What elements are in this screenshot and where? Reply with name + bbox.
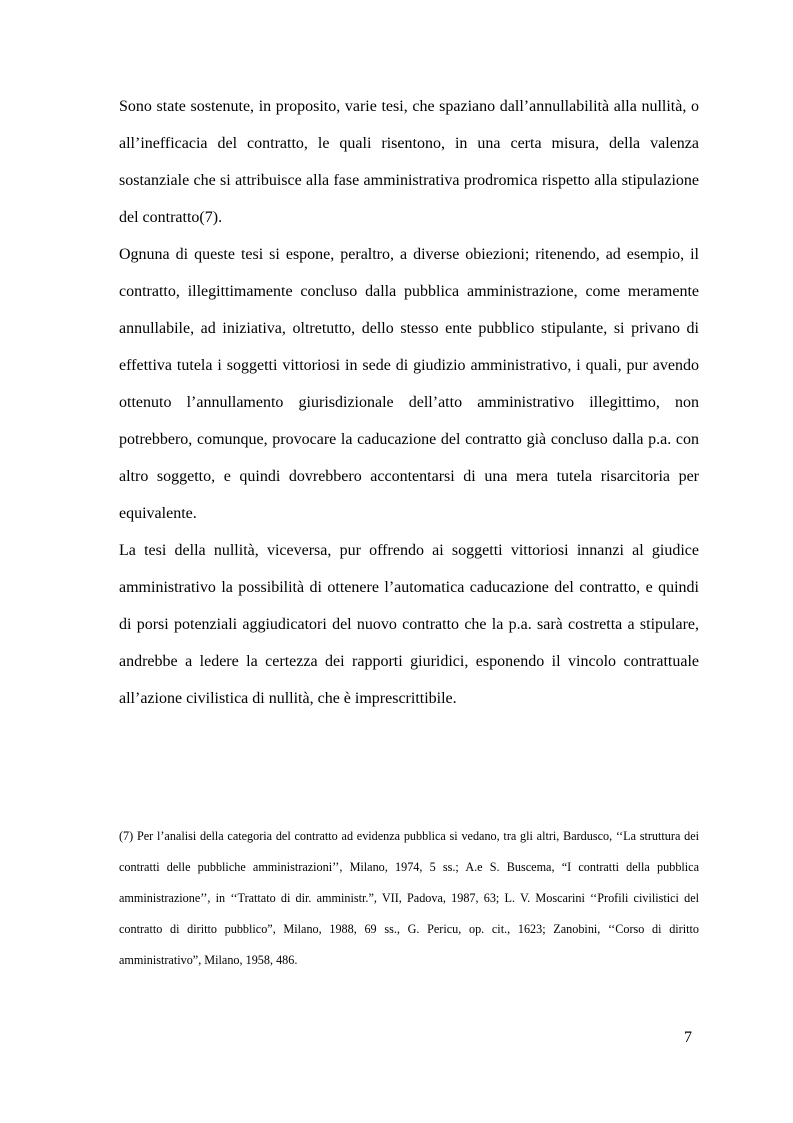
paragraph-2: Ognuna di queste tesi si espone, peraltro, a diverse obiezioni; ritenendo, ad esempio, il contratto, illegittimamente concluso dalla pubblica amministrazione, come meramente annullabile, ad iniziativa, oltretutto, dello stesso ente pubblico stipulante, si privano di effettiva tutela i soggetti vittoriosi in sede di giudizio amministrativo, i quali, pur avendo ottenuto l’annullamento giurisdizionale dell’atto amministrativo illegittimo, non potrebbero, comunque, provocare la caducazione del contratto già concluso dalla p.a. con altro soggetto, e quindi dovrebbero accontentarsi di una mera tutela risarcitoria per equivalente. <box>119 246 699 522</box>
footnote-7: (7) Per l’analisi della categoria del contratto ad evidenza pubblica si vedano, tra gli altri, Bardusco, ‘‘La struttura dei contratti delle pubbliche amministrazioni’’, Milano, 1974, 5 ss.; A.e S. Buscema, “I contratti della pubblica amministrazione’’, in ‘‘Trattato di dir. amministr.”, VII, Padova, 1987, 63; L. V. Moscarini ‘‘Profili civilistici del contratto di diritto pubblico”, Milano, 1988, 69 ss., G. Pericu, op. cit., 1623; Zanobini, ‘‘Corso di diritto amministrativo”, Milano, 1958, 486. <box>119 829 699 967</box>
paragraph-3: La tesi della nullità, viceversa, pur offrendo ai soggetti vittoriosi innanzi al giudice amministrativo la possibilità di ottenere l’automatica caducazione del contratto, e quindi di porsi potenziali aggiudicatori del nuovo contratto che la p.a. sarà costretta a stipulare, andrebbe a ledere la certezza dei rapporti giuridici, esponendo il vincolo contrattuale all’azione civilistica di nullità, che è imprescrittibile. <box>119 542 699 707</box>
page-number: 7 <box>684 1029 692 1046</box>
footnote-section <box>119 821 699 976</box>
body-text <box>119 88 699 717</box>
paragraph-1: Sono state sostenute, in proposito, varie tesi, che spaziano dall’annullabilità alla nullità, o all’inefficacia del contratto, le quali risentono, in una certa misura, della valenza sostanziale che si attribuisce alla fase amministrativa prodromica rispetto alla stipulazione del contratto(7). <box>119 98 699 226</box>
